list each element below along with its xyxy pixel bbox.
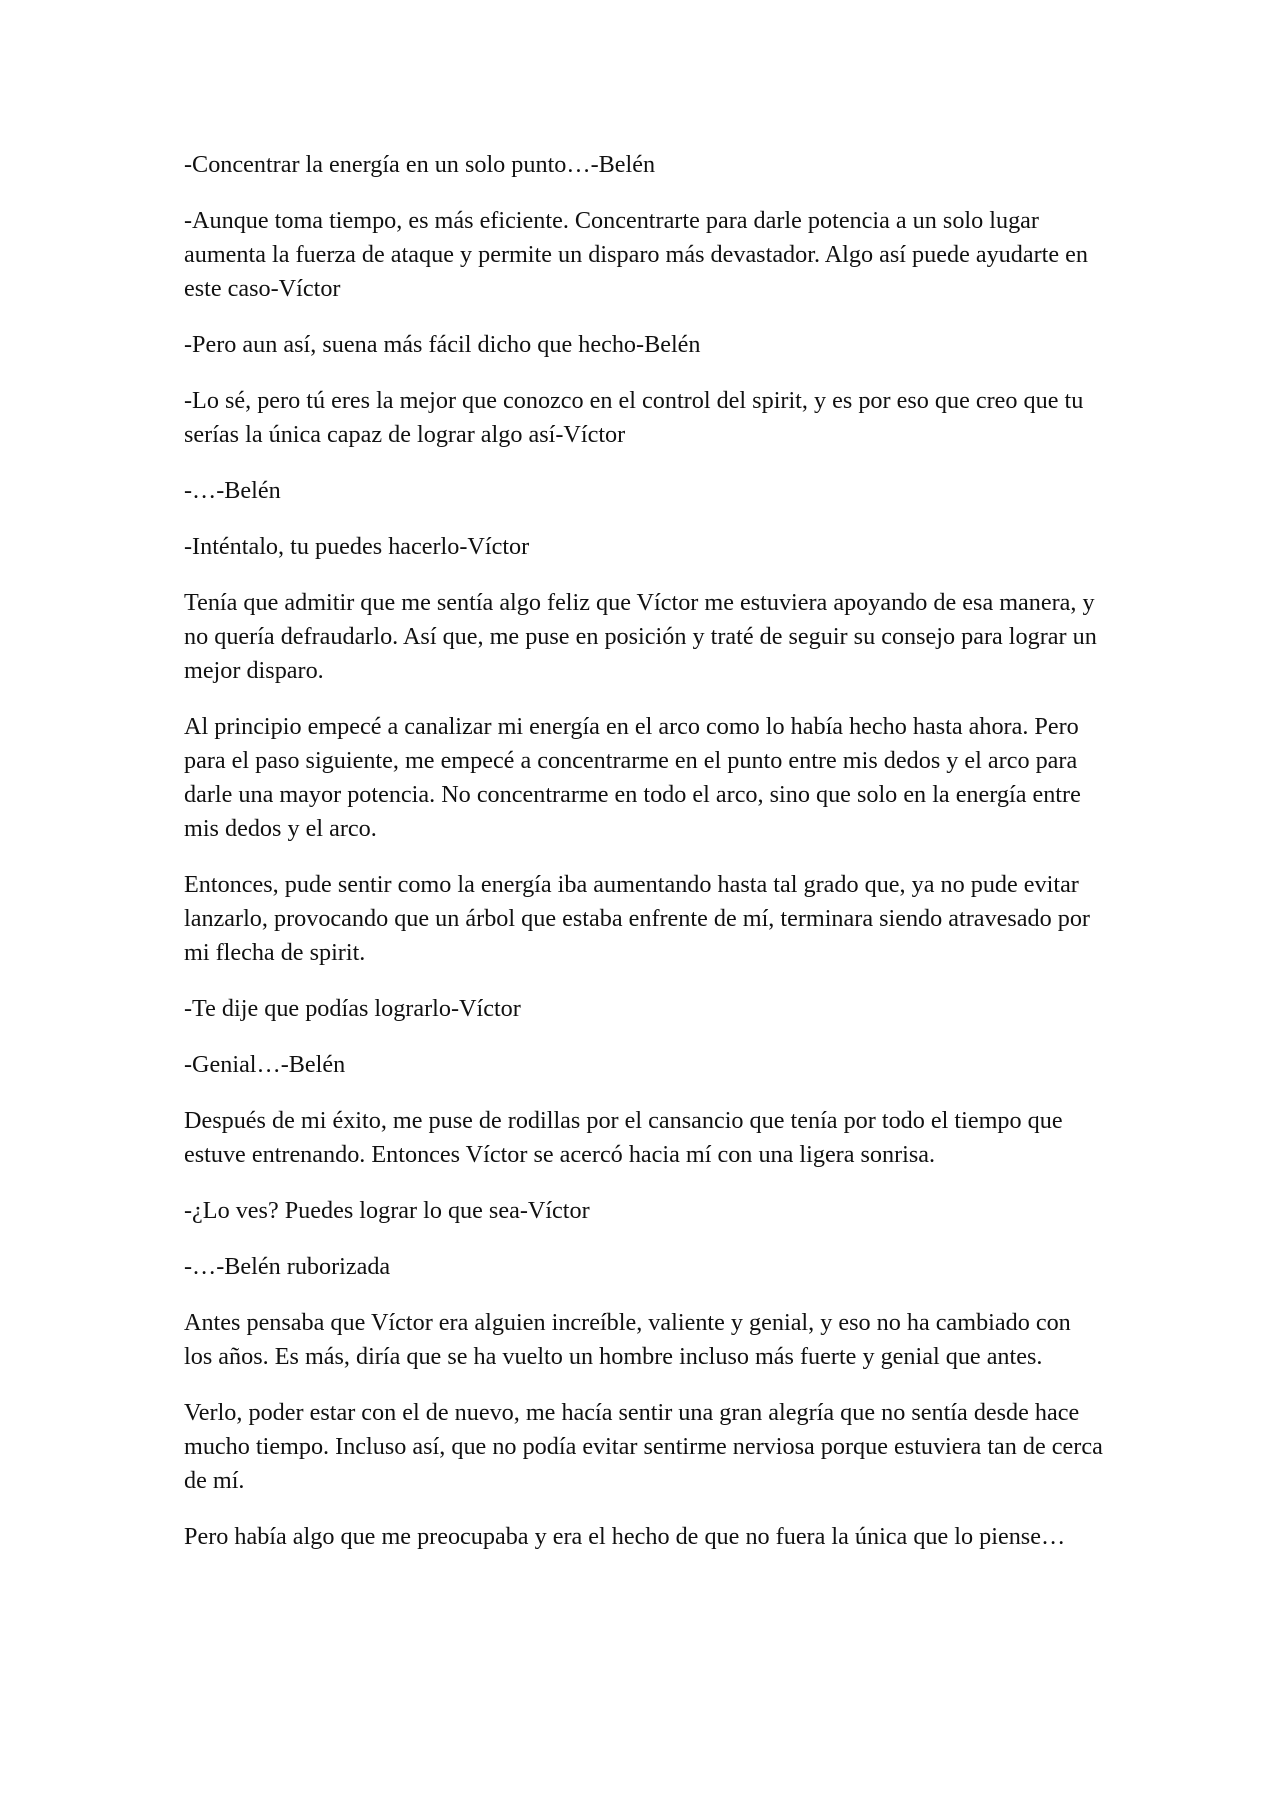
document-page [184,148,1104,1576]
narration-paragraph: Después de mi éxito, me puse de rodillas por el cansancio que tenía por todo el tiempo que estuve entrenando. Entonces Víctor se acercó hacia mí con una ligera sonrisa. [184,1107,1063,1168]
dialogue-paragraph: -Te dije que podías lograrlo-Víctor [184,995,521,1022]
dialogue-paragraph: -…-Belén [184,477,281,504]
dialogue-paragraph: -Aunque toma tiempo, es más eficiente. Concentrarte para darle potencia a un solo lugar aumenta la fuerza de ataque y permite un disparo más devastador. Algo así puede ayudarte en este caso-Víctor [184,207,1088,302]
dialogue-paragraph: -Inténtalo, tu puedes hacerlo-Víctor [184,533,530,560]
dialogue-paragraph: -Concentrar la energía en un solo punto…-Belén [184,151,656,178]
dialogue-paragraph: -…-Belén ruborizada [184,1253,391,1280]
narration-paragraph: Entonces, pude sentir como la energía iba aumentando hasta tal grado que, ya no pude evitar lanzarlo, provocando que un árbol que estaba enfrente de mí, terminara siendo atravesado por mi flecha de spirit. [184,871,1090,966]
dialogue-paragraph: -Pero aun así, suena más fácil dicho que hecho-Belén [184,331,701,358]
narration-paragraph: Verlo, poder estar con el de nuevo, me hacía sentir una gran alegría que no sentía desde hace mucho tiempo. Incluso así, que no podía evitar sentirme nerviosa porque estuviera tan de cerca de mí. [184,1399,1103,1494]
narration-paragraph: Pero había algo que me preocupaba y era el hecho de que no fuera la única que lo piense… [184,1523,1066,1550]
dialogue-paragraph: -¿Lo ves? Puedes lograr lo que sea-Víctor [184,1197,590,1224]
dialogue-paragraph: -Genial…-Belén [184,1051,346,1078]
narration-paragraph: Tenía que admitir que me sentía algo feliz que Víctor me estuviera apoyando de esa manera, y no quería defraudarlo. Así que, me puse en posición y traté de seguir su consejo para lograr un mejor disparo. [184,589,1097,684]
dialogue-paragraph: -Lo sé, pero tú eres la mejor que conozco en el control del spirit, y es por eso que creo que tu serías la única capaz de lograr algo así-Víctor [184,387,1084,448]
narration-paragraph: Al principio empecé a canalizar mi energía en el arco como lo había hecho hasta ahora. Pero para el paso siguiente, me empecé a concentrarme en el punto entre mis dedos y el arco para darle una mayor potencia. No concentrarme en todo el arco, sino que solo en la energía entre mis dedos y el arco. [184,713,1081,842]
narration-paragraph: Antes pensaba que Víctor era alguien increíble, valiente y genial, y eso no ha cambiado con los años. Es más, diría que se ha vuelto un hombre incluso más fuerte y genial que antes. [184,1309,1071,1370]
